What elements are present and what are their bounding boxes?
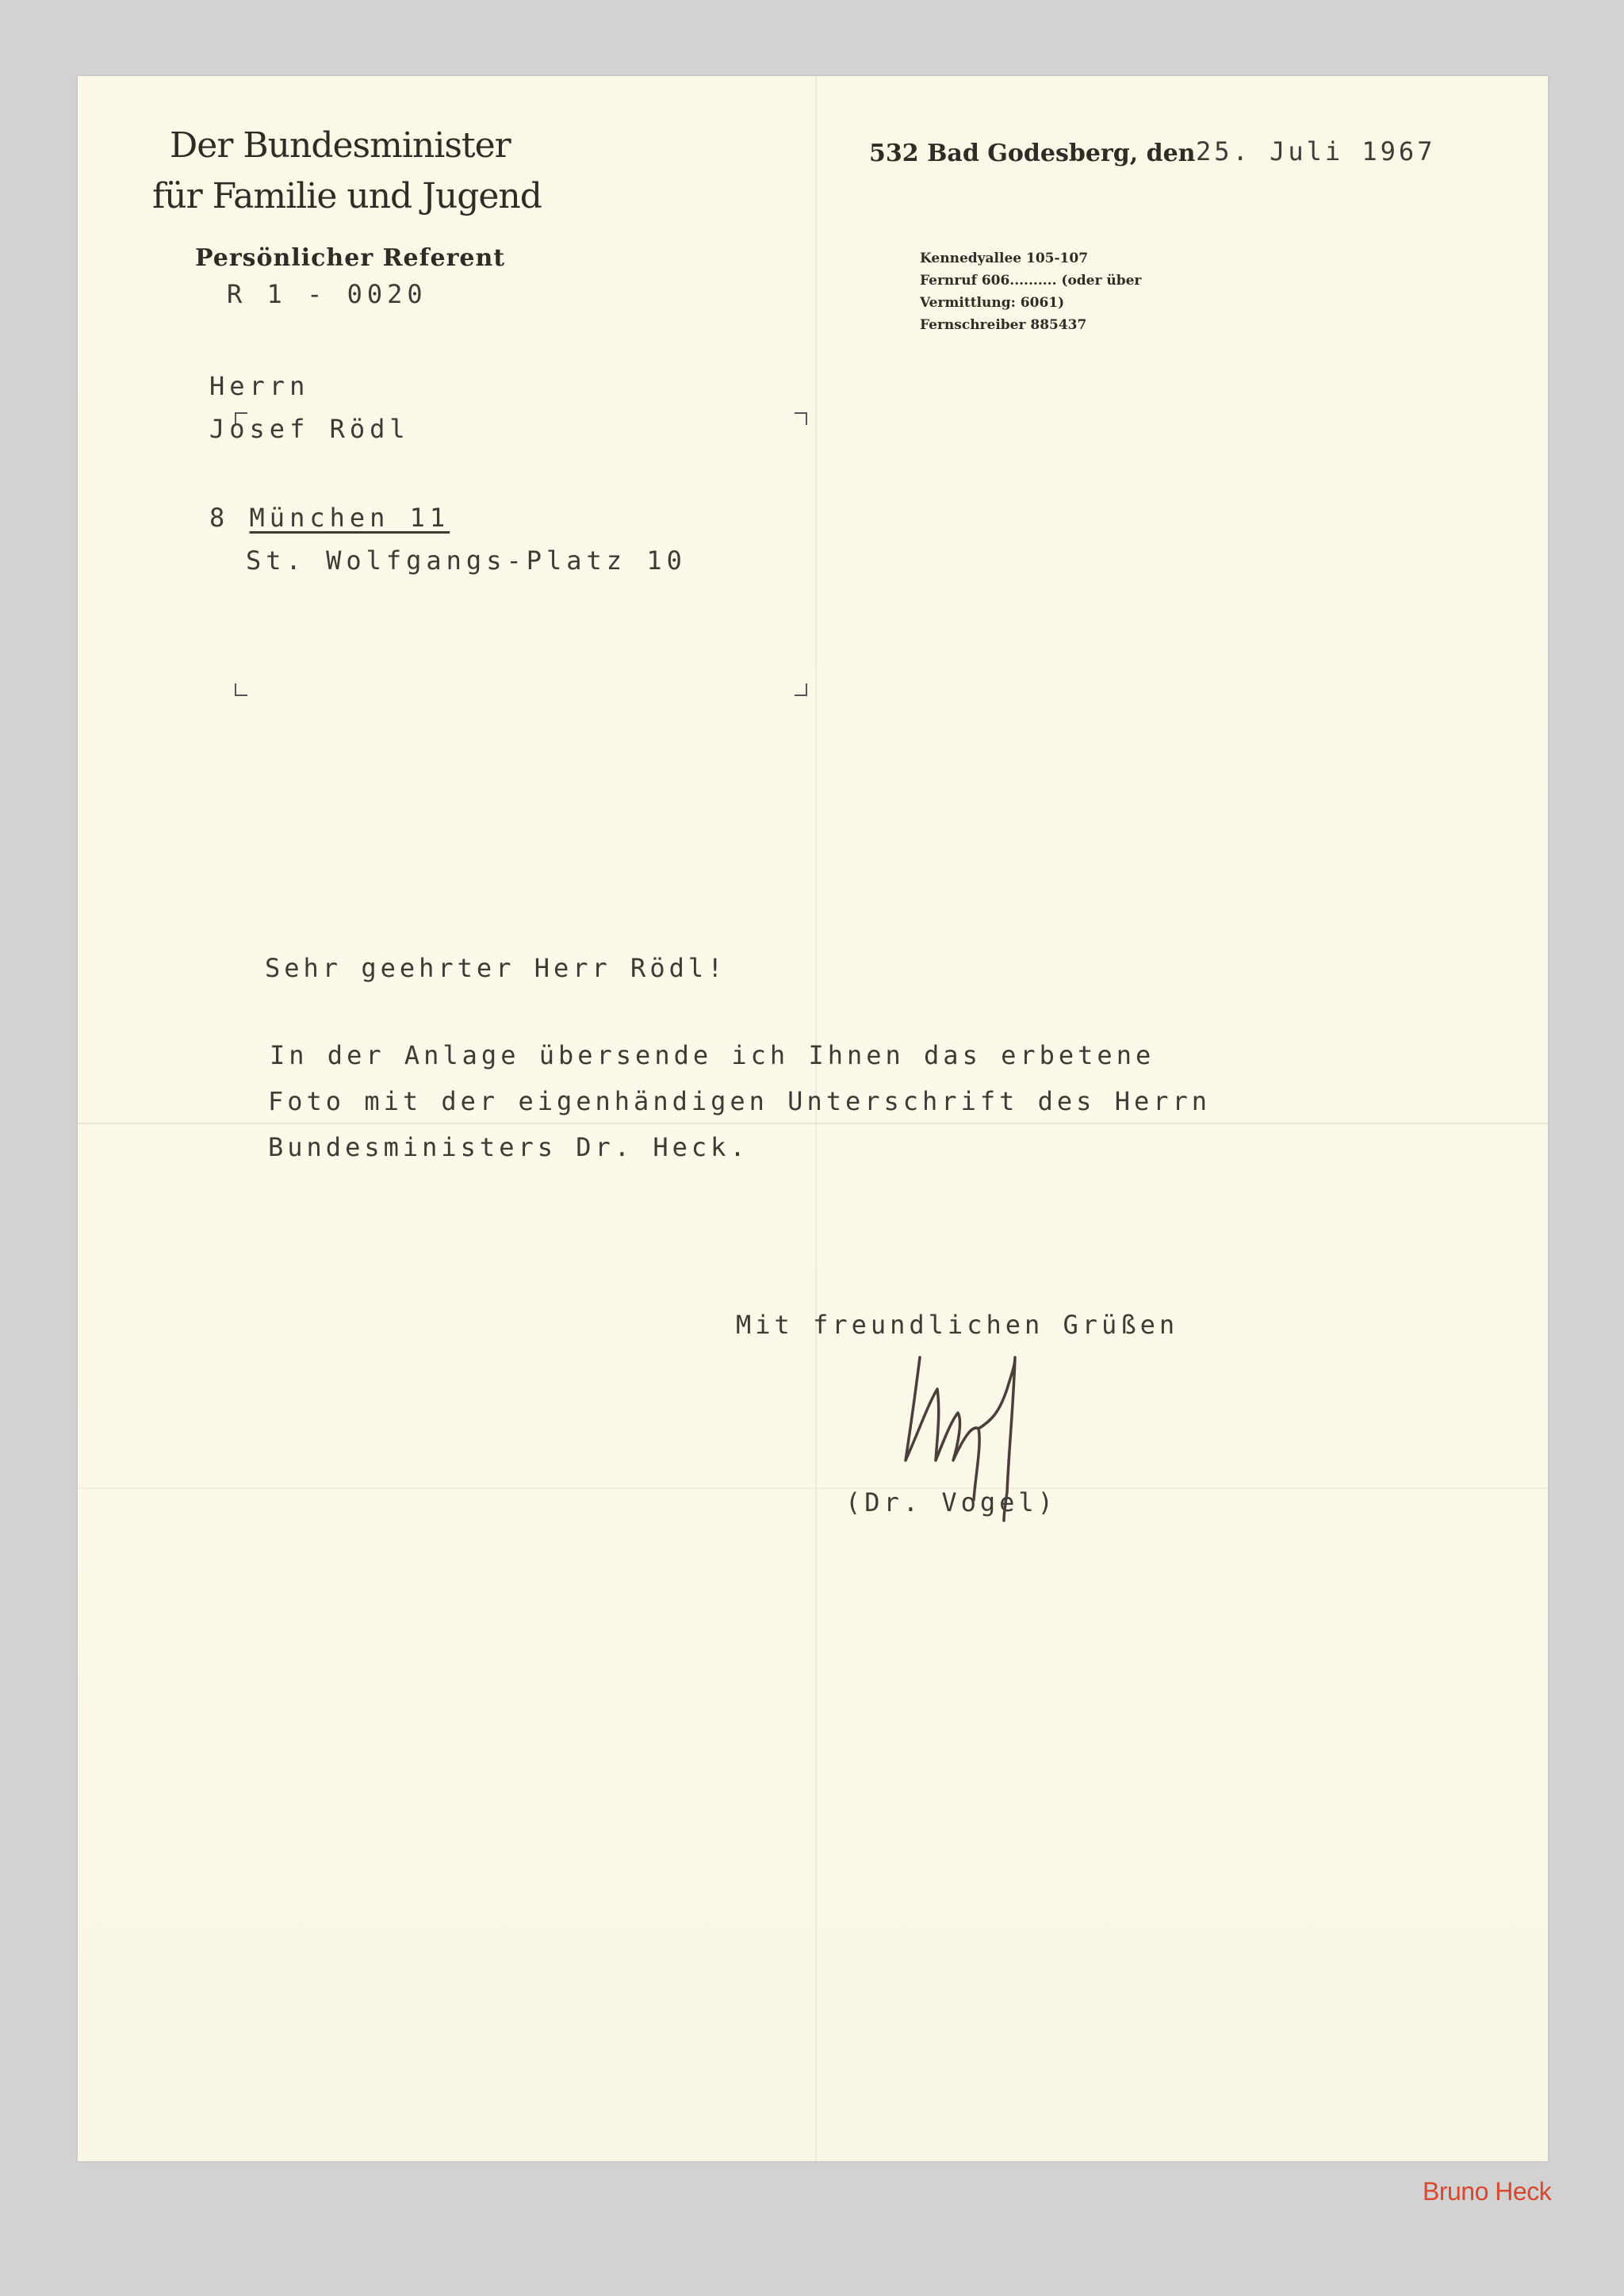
greeting: Sehr geehrter Herr Rödl! xyxy=(265,953,727,983)
department-label: Persönlicher Referent xyxy=(195,244,506,272)
window-corner-mark xyxy=(795,683,807,696)
sender-city-line: 532 Bad Godesberg, den xyxy=(869,140,1196,167)
recipient-name: Josef Rödl xyxy=(209,414,410,444)
letterhead-subtitle: für Familie und Jugend xyxy=(152,176,542,216)
body-line: In der Anlage übersende ich Ihnen das erbetene xyxy=(270,1040,1155,1070)
body-line: Foto mit der eigenhändigen Unterschrift des Herrn xyxy=(268,1086,1212,1116)
handwritten-signature xyxy=(896,1341,1039,1524)
window-corner-mark xyxy=(235,683,247,696)
letterhead-title: Der Bundesminister xyxy=(170,125,511,166)
window-corner-mark xyxy=(795,412,807,425)
sender-street: Kennedyallee 105-107 xyxy=(920,251,1089,266)
reference-number: R 1 - 0020 xyxy=(227,279,427,309)
closing-phrase: Mit freundlichen Grüßen xyxy=(736,1310,1179,1340)
letter-date: 25. Juli 1967 xyxy=(1196,136,1436,166)
fold-crease xyxy=(815,76,817,2161)
recipient-postcode: 8 xyxy=(209,503,230,533)
signer-name: (Dr. Vogel) xyxy=(845,1487,1057,1517)
recipient-salutation: Herrn xyxy=(209,371,310,401)
sender-telex: Fernschreiber 885437 xyxy=(920,317,1087,333)
recipient-city-line xyxy=(209,503,450,533)
recipient-city: München 11 xyxy=(249,503,450,533)
caption-label: Bruno Heck xyxy=(1423,2177,1552,2206)
body-line: Bundesministers Dr. Heck. xyxy=(268,1132,749,1162)
sender-phone: Fernruf 606.......... (oder über xyxy=(920,273,1142,289)
fold-crease xyxy=(78,1487,1548,1489)
fold-crease xyxy=(78,1123,1548,1124)
recipient-street: St. Wolfgangs-Platz 10 xyxy=(246,545,687,576)
sender-exchange: Vermittlung: 6061) xyxy=(920,295,1065,311)
